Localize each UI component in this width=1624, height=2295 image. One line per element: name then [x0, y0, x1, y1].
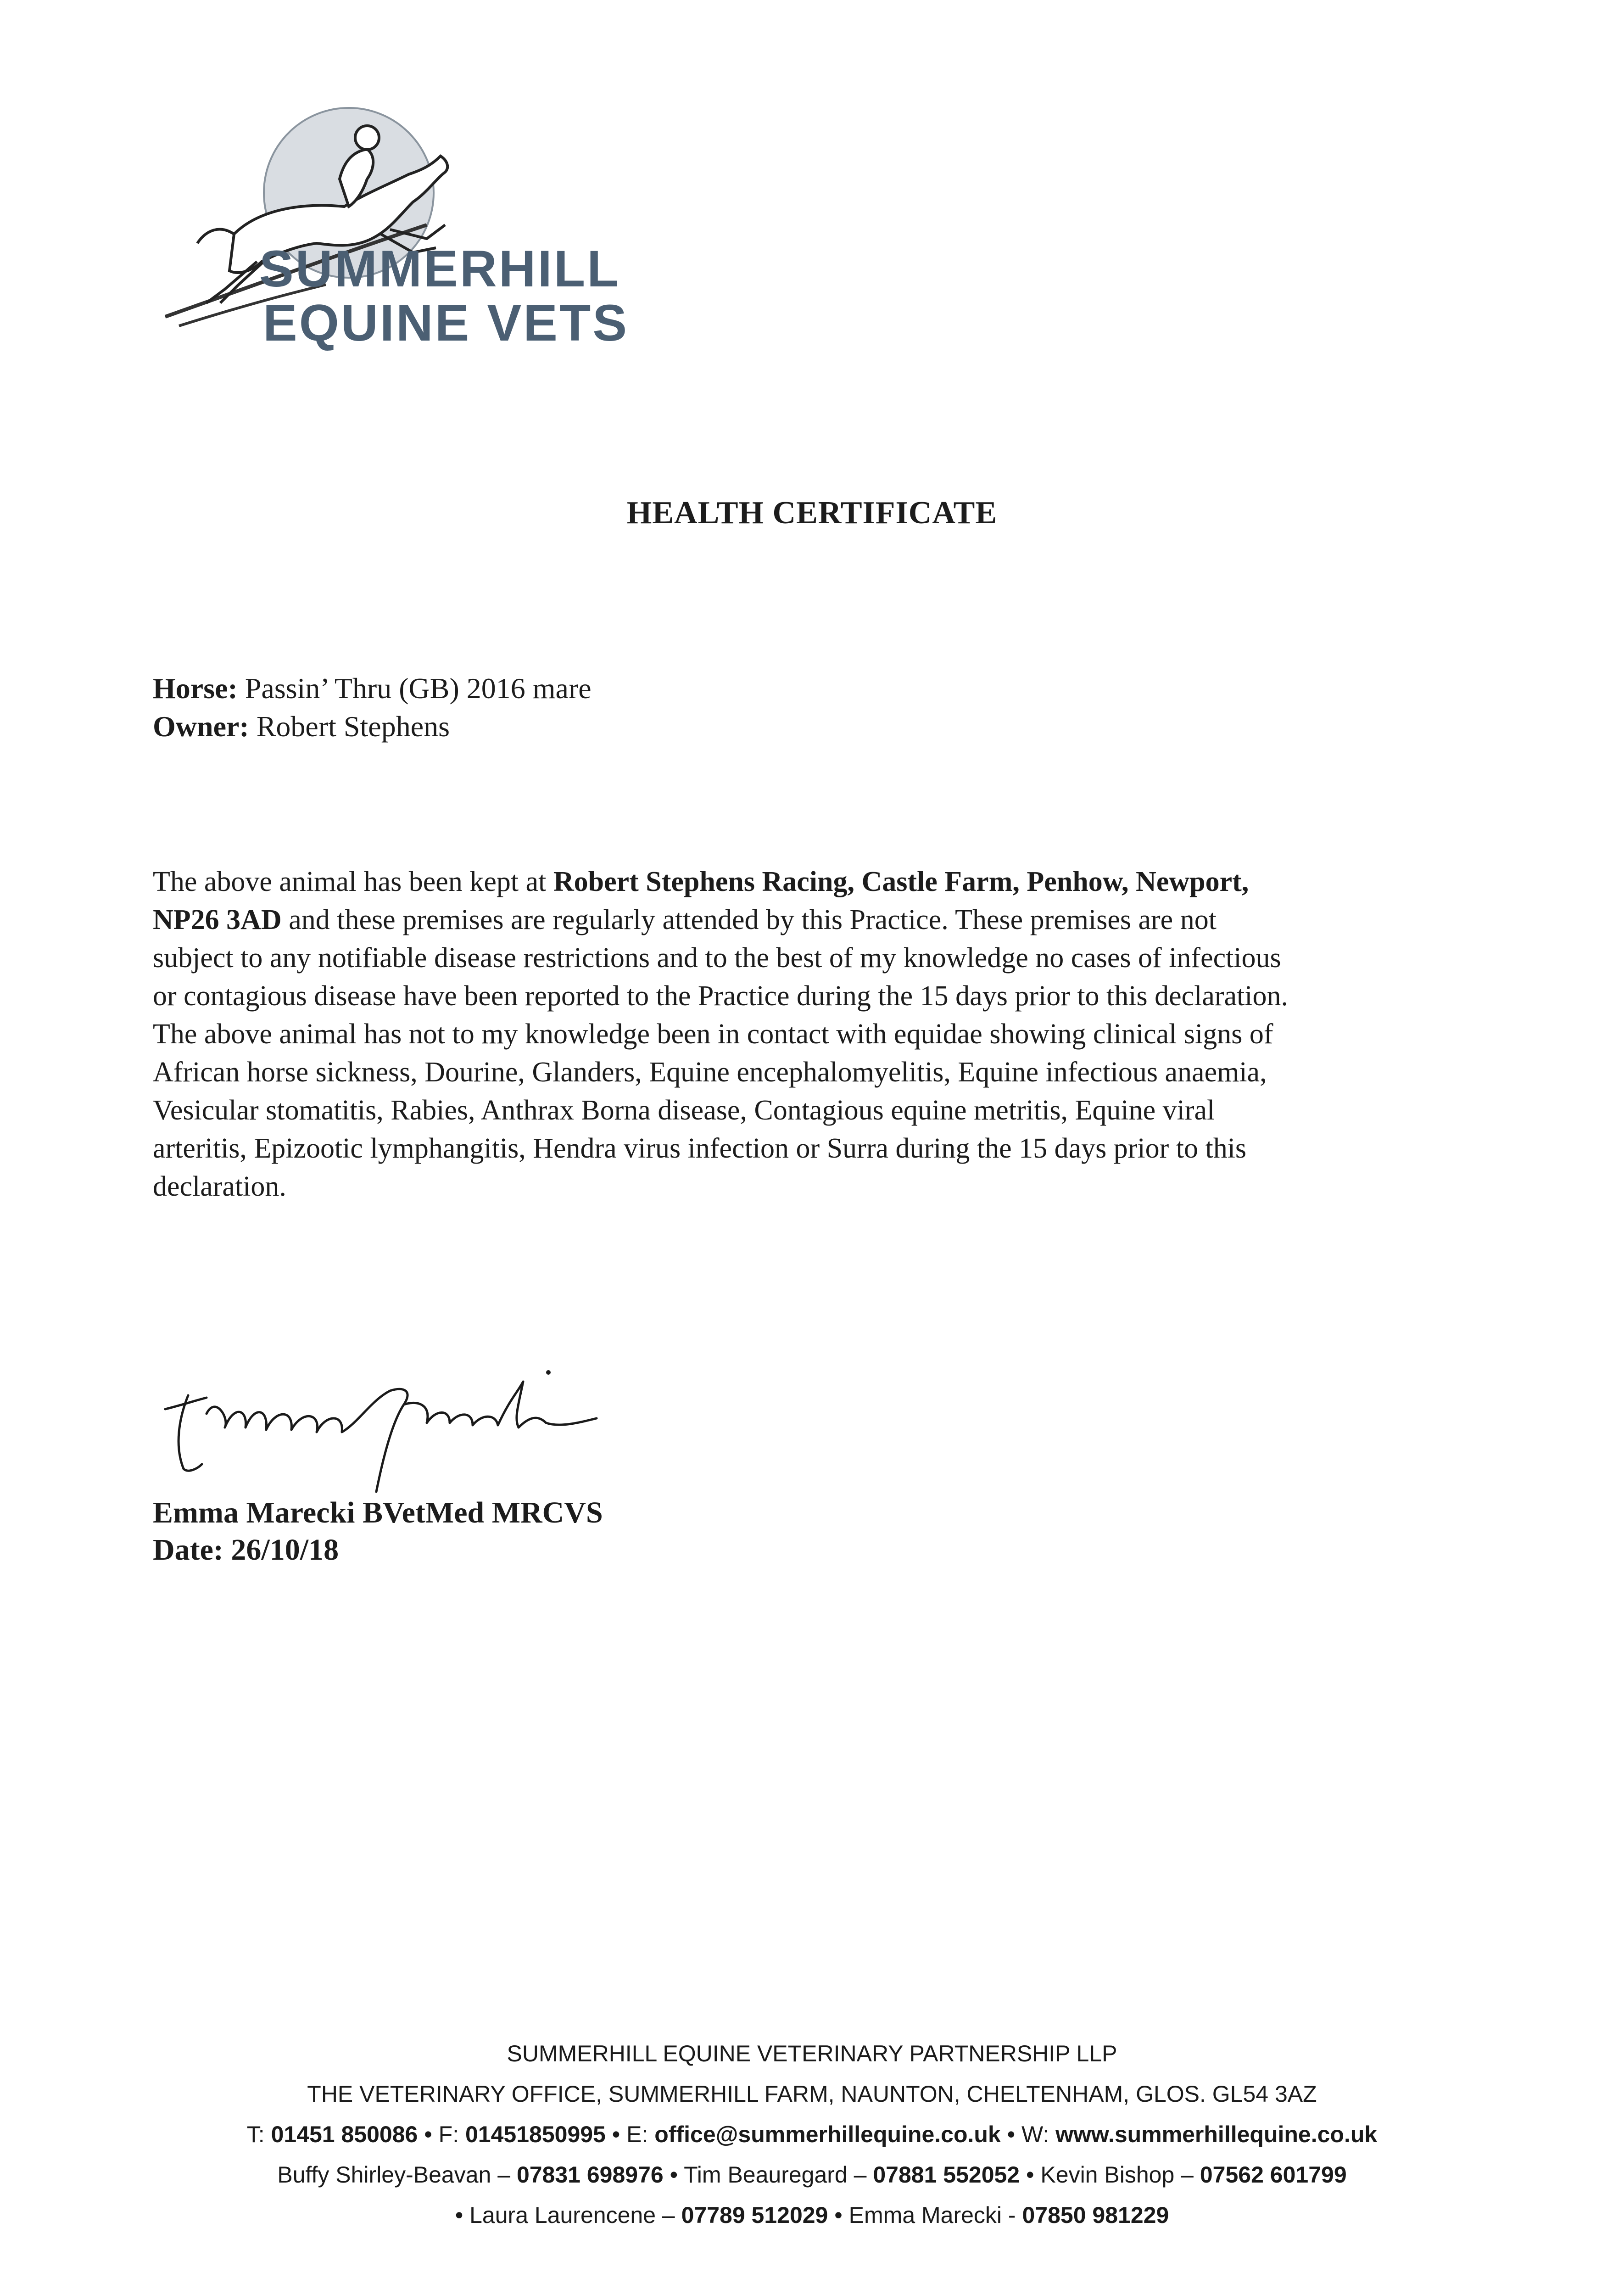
- tel-number: 01451 850086: [271, 2121, 418, 2147]
- vet-name: • Kevin Bishop –: [1020, 2162, 1200, 2188]
- declaration-paragraph: [153, 863, 1474, 1206]
- vet-name: • Emma Marecki -: [828, 2202, 1022, 2228]
- fax-number: 01451850995: [465, 2121, 606, 2147]
- vet-phone: 07789 512029: [681, 2202, 828, 2228]
- footer-vets-row: [0, 2195, 1624, 2235]
- handwritten-signature: [156, 1354, 638, 1510]
- body-line: [153, 901, 1474, 939]
- owner-label: Owner:: [153, 710, 249, 743]
- body-line: Vesicular stomatitis, Rabies, Anthrax Borna disease, Contagious equine metritis, Equine viral: [153, 1095, 1215, 1126]
- page-title: HEALTH CERTIFICATE: [626, 495, 998, 531]
- vet-name: Buffy Shirley-Beavan –: [277, 2162, 517, 2188]
- footer-vets-row: [0, 2155, 1624, 2195]
- practice-logo: [151, 87, 629, 352]
- premises-address: Robert Stephens Racing, Castle Farm, Penhow, Newport,: [553, 866, 1249, 897]
- signatory-name: Emma Marecki BVetMed MRCVS: [153, 1496, 603, 1529]
- vet-phone: 07881 552052: [873, 2162, 1020, 2188]
- body-text-segment: and these premises are regularly attended by this Practice. These premises are not: [281, 904, 1217, 935]
- horse-value: Passin’ Thru (GB) 2016 mare: [245, 672, 592, 705]
- body-line: or contagious disease have been reported to the Practice during the 15 days prior to this declaration.: [153, 980, 1289, 1012]
- practice-logo-text: [259, 240, 629, 352]
- email-label: • E:: [605, 2121, 655, 2147]
- footer-contacts: [0, 2114, 1624, 2155]
- body-line: [153, 863, 1474, 901]
- body-line: The above animal has not to my knowledge been in contact with equidae showing clinical signs of: [153, 1019, 1273, 1050]
- logo-line-1: SUMMERHILL: [259, 240, 620, 297]
- horse-label: Horse:: [153, 672, 238, 705]
- footer-address: THE VETERINARY OFFICE, SUMMERHILL FARM, NAUNTON, CHELTENHAM, GLOS. GL54 3AZ: [307, 2081, 1317, 2107]
- website-link[interactable]: www.summerhillequine.co.uk: [1055, 2121, 1378, 2147]
- owner-field: [153, 710, 450, 744]
- horse-field: [153, 672, 592, 705]
- vet-phone: 07562 601799: [1200, 2162, 1347, 2188]
- fax-label: • F:: [418, 2121, 465, 2147]
- body-line: declaration.: [153, 1171, 286, 1202]
- premises-postcode: NP26 3AD: [153, 904, 282, 935]
- body-line: subject to any notifiable disease restrictions and to the best of my knowledge no cases of infectious: [153, 942, 1281, 974]
- vet-name: • Tim Beauregard –: [663, 2162, 873, 2188]
- body-line: arteritis, Epizootic lymphangitis, Hendra virus infection or Surra during the 15 days prior to this: [153, 1133, 1247, 1164]
- owner-value: Robert Stephens: [256, 710, 450, 743]
- email-link[interactable]: office@summerhillequine.co.uk: [654, 2121, 1001, 2147]
- certificate-date: Date: 26/10/18: [153, 1533, 339, 1567]
- tel-label: T:: [246, 2121, 271, 2147]
- vet-phone: 07831 698976: [516, 2162, 664, 2188]
- body-text-segment: The above animal has been kept at: [153, 866, 553, 897]
- footer: [0, 2033, 1624, 2235]
- vet-phone: 07850 981229: [1022, 2202, 1169, 2228]
- footer-company: SUMMERHILL EQUINE VETERINARY PARTNERSHIP LLP: [507, 2041, 1117, 2066]
- body-line: African horse sickness, Dourine, Glanders, Equine encephalomyelitis, Equine infectious anaemia,: [153, 1057, 1267, 1088]
- web-label: • W:: [1000, 2121, 1056, 2147]
- vet-name: • Laura Laurencene –: [455, 2202, 681, 2228]
- logo-line-2: EQUINE VETS: [263, 294, 629, 352]
